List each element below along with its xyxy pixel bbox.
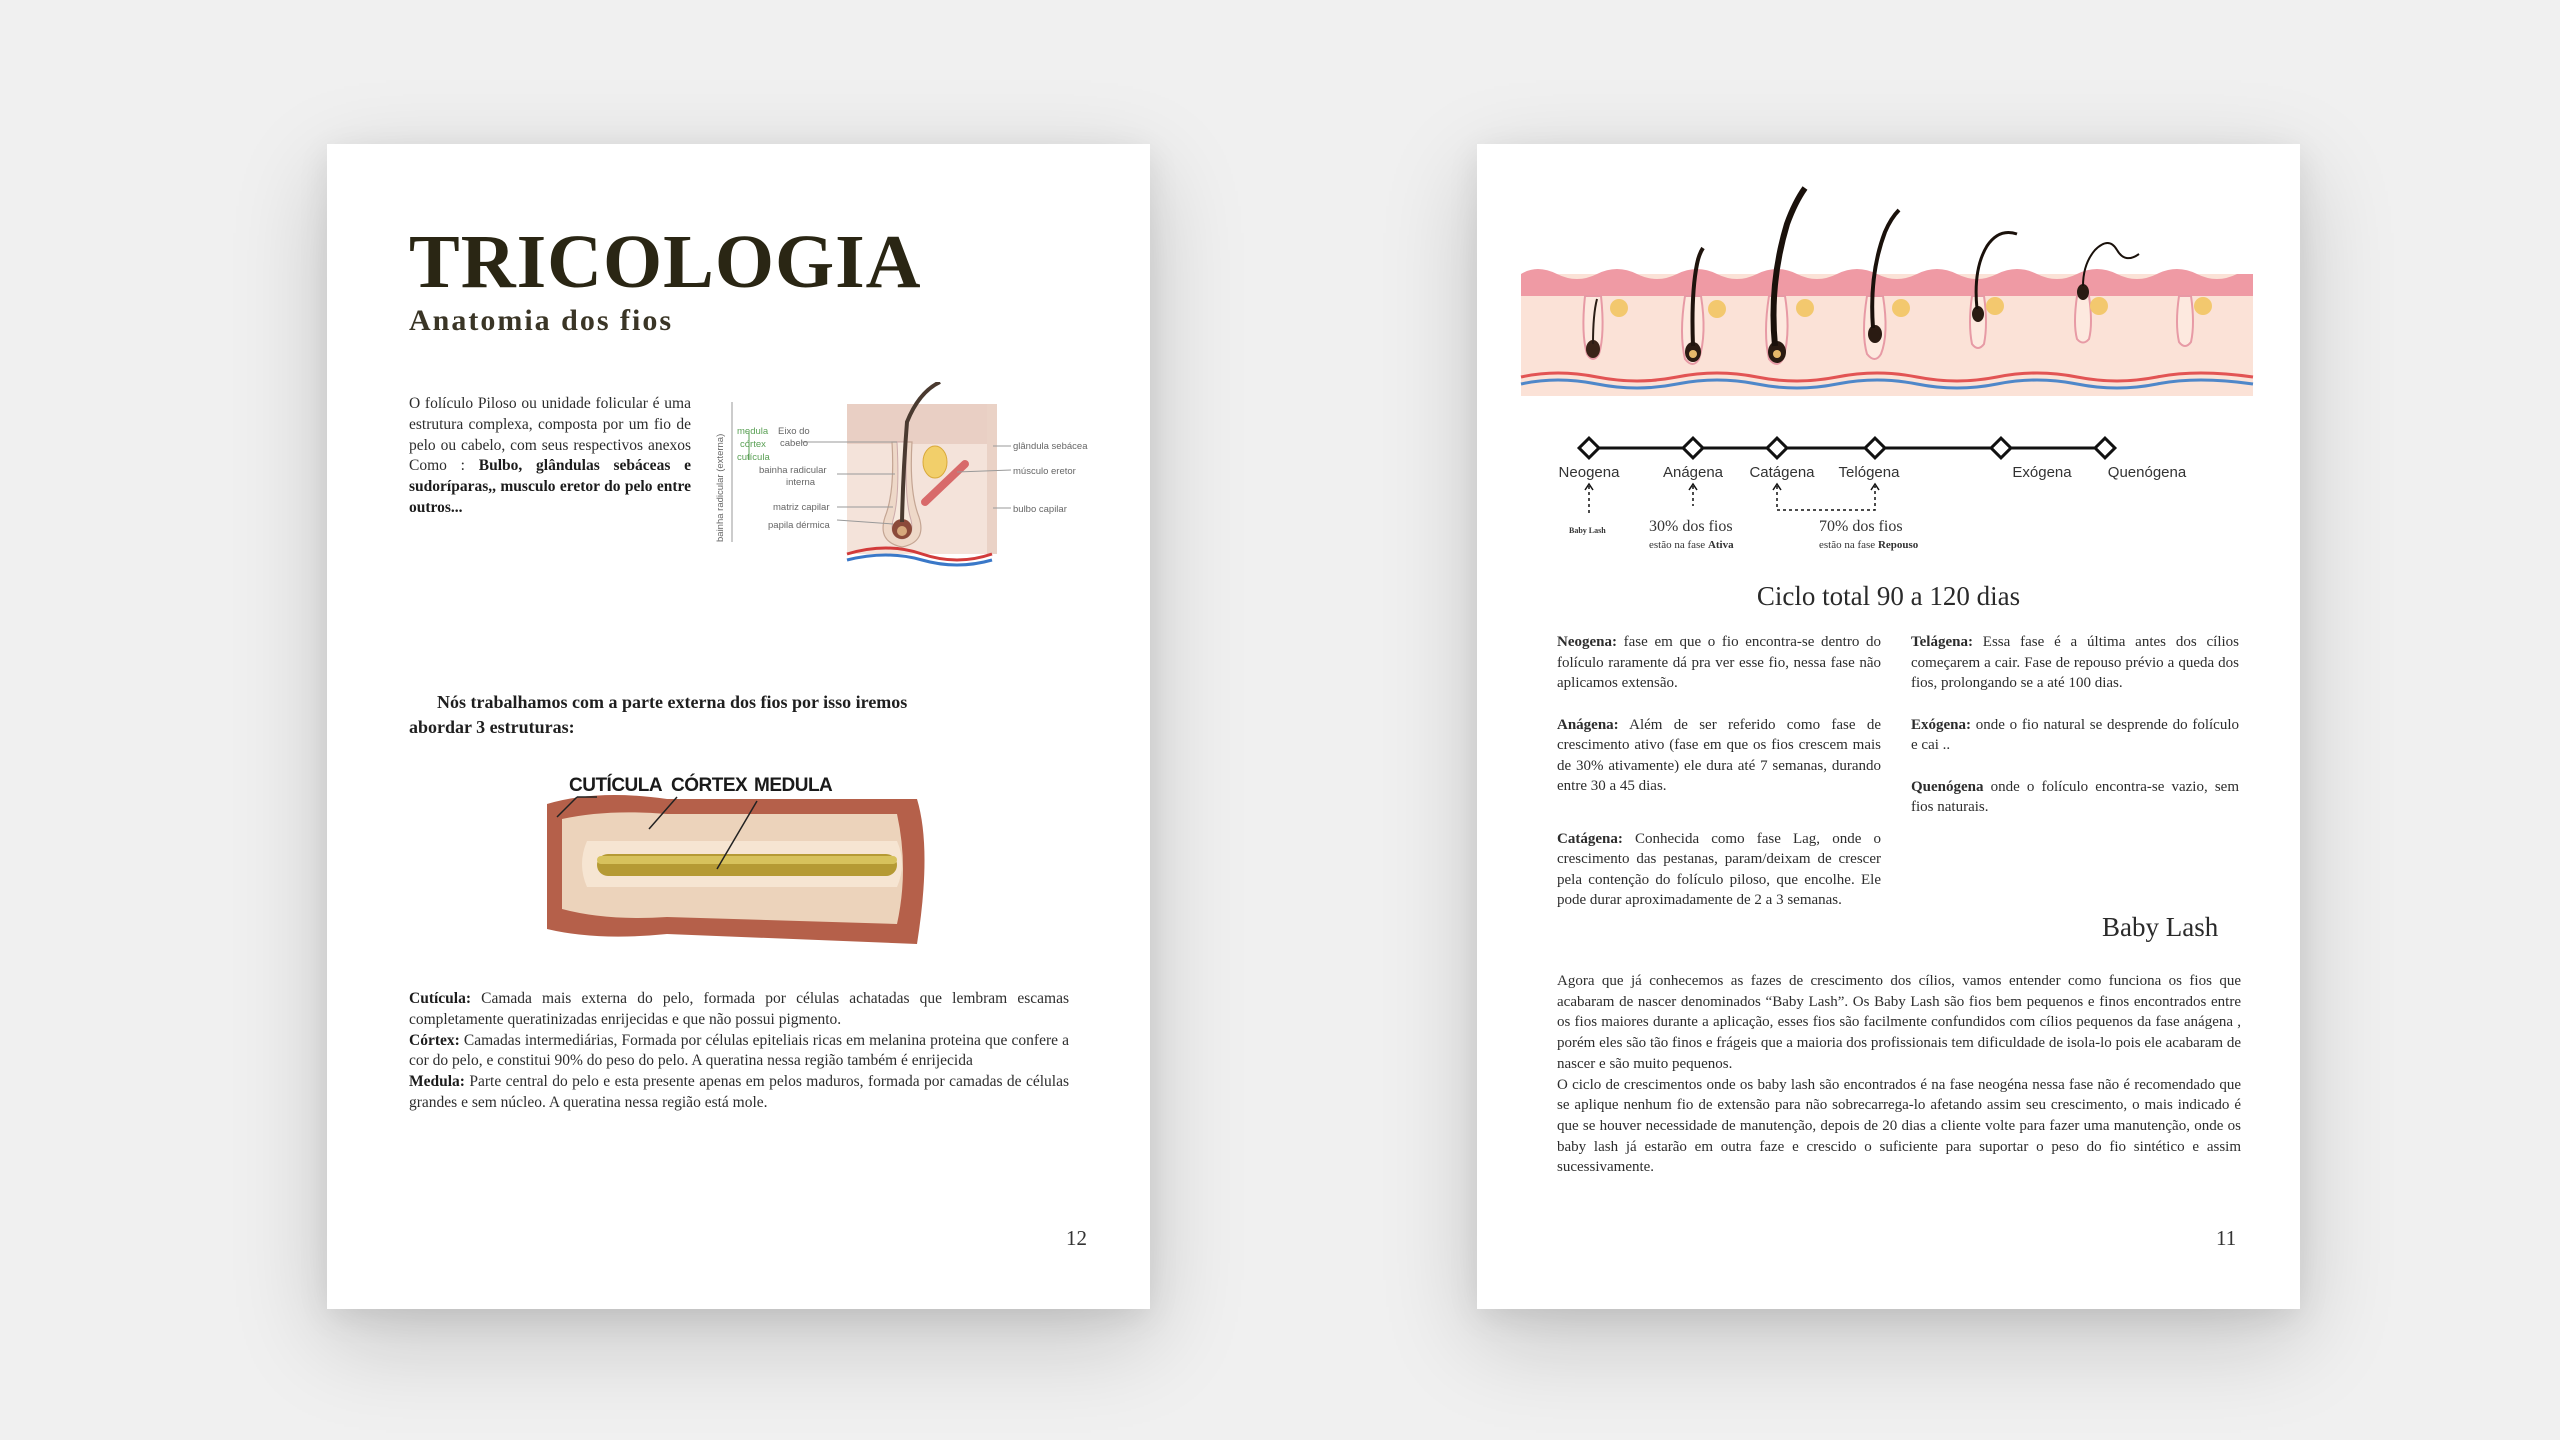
baby-lash-paragraph-1: Agora que já conhecemos as fazes de crescimento dos cílios, vamos entender como funciona os fios que acabaram de nascer denominados “Baby Lash”. Os Baby Lash são fios bem pequenos e finos encontrados entre os fios maiores durante a aplicação, esses fios são facilmente confundidos com cílios pequenos da fase anágena , porém eles são tão finos e frágeis que a maioria dos profissionais tem dificuldade de isola-lo pois ele acabaram de nascer e são muito pequenos. [1557, 973, 2241, 1072]
phase-anagena: Anágena [1662, 464, 1724, 481]
label-glandula: glândula sebácea [1013, 441, 1088, 452]
definition-medula: Medula: Parte central do pelo e esta presente apenas em pelos maduros, formada por camadas de células grandes e sem núcleo. A queratina nessa região está mole. [409, 1073, 1069, 1111]
baby-lash-title: Baby Lash [2102, 912, 2219, 942]
page-title: TRICOLOGIA [409, 220, 922, 304]
phase-exogena: Exógena [2012, 464, 2072, 481]
definitions-block [409, 989, 1069, 1114]
desc-telogena: Telágena: Essa fase é a última antes dos cílios começarem a cair. Fase de repouso prévio a queda dos fios, prolongando se a até 100 dias. [1911, 634, 2239, 691]
rest-sub: estão na fase Repouso [1819, 539, 1919, 551]
intro-text: O folículo Piloso ou unidade folicular é uma estrutura complexa, composta por um fio de pelo ou cabelo, com seus respectivos anexos Como : [409, 395, 691, 475]
definition-cuticula: Cutícula: Camada mais externa do pelo, formada por células achatadas que lembram escamas completamente queratinizadas enrijecidas e que não possui pigmento. [409, 990, 1069, 1028]
page-subtitle: Anatomia dos fios [409, 304, 674, 337]
label-bainha-interna-2: interna [786, 477, 816, 488]
desc-anagena: Anágena: Além de ser referido como fase de crescimento ativo (fase em que os fios crescem mais de 30% ativamente) ele dura até 7 semanas, durando entre 30 a 45 dias. [1557, 716, 1881, 794]
active-sub: estão na fase Ativa [1649, 539, 1734, 551]
page-right [1477, 144, 2300, 1309]
phase-telogena: Telógena [1838, 464, 1900, 481]
cycle-title: Ciclo total 90 a 120 dias [1756, 581, 2021, 611]
desc-exogena: Exógena: onde o fio natural se desprende do folículo e cai .. [1911, 716, 2239, 753]
label-eixo-2: cabelo [780, 438, 808, 449]
label-bainha-interna-1: bainha radicular [759, 465, 827, 476]
page-number: 12 [1066, 1226, 1087, 1250]
intro-bold-text: Bulbo, glândulas sebáceas e sudoríparas,, musculo eretor do pelo entre outros... [409, 457, 691, 516]
phase-descriptions-left [1557, 632, 1881, 911]
label-structure-cortex: CÓRTEX [671, 775, 748, 796]
label-structure-cuticula: CUTÍCULA [569, 775, 663, 796]
baby-lash-text [1557, 971, 2241, 1178]
desc-catagena: Catágena: Conhecida como fase Lag, onde o crescimento das pestanas, param/deixam de crescer pela contenção do folículo piloso, que encolhe. Ele pode durar aproximadamente de 2 a 3 semanas. [1557, 830, 1881, 908]
lash-cycle-diagram [1517, 184, 2257, 564]
label-bulbo: bulbo capilar [1013, 504, 1067, 515]
label-papila: papila dérmica [768, 520, 830, 531]
hair-structure-diagram [537, 759, 937, 959]
desc-quenogena: Quenógena onde o folículo encontra-se vazio, sem fios naturais. [1911, 778, 2239, 815]
rest-pct: 70% dos fios [1819, 518, 1903, 535]
baby-lash-tag: Baby Lash [1569, 526, 1606, 535]
label-cortex: córtex [740, 439, 766, 450]
structures-heading: Nós trabalhamos com a parte externa dos fios por isso iremos abordar 3 estruturas: [409, 692, 908, 737]
definition-cortex: Córtex: Camadas intermediárias, Formada por células epiteliais ricas em melanina proteina que confere a cor do pelo, e constitui 90% do peso do pelo. A queratina nessa região também é enrijecida [409, 1031, 1069, 1070]
label-bainha-externa: bainha radicular (externa) [715, 433, 726, 542]
intro-paragraph [409, 394, 691, 519]
phase-quenogena: Quenógena [2107, 464, 2187, 481]
page-left [327, 144, 1150, 1309]
page-number: 11 [2216, 1226, 2237, 1250]
baby-lash-paragraph-2: O ciclo de crescimentos onde os baby lash são encontrados é na fase neogéna nessa fase não é recomendado que se aplique nenhum fio de extensão para não sobrecarrega-lo afetando assim seu crescimento, o mais indicado é que se houver necessidade de manutenção, depois de 20 dias a cliente volte para fazer uma manutenção, onde os baby lash já estarão em outra faze e crescido o suficiente para suportar o peso do fio sintético e assim sucessivamente. [1557, 1076, 2241, 1176]
label-cuticula: cutícula [737, 452, 770, 463]
epidermis-layer [847, 404, 992, 444]
label-medula: medula [737, 426, 769, 437]
label-musculo: músculo eretor [1013, 466, 1076, 477]
phase-catagena: Catágena [1749, 464, 1815, 481]
dermal-papilla [897, 526, 907, 536]
phase-descriptions-right [1911, 632, 2239, 818]
bracket-rest [1777, 486, 1875, 510]
sebaceous-gland [923, 446, 947, 478]
phase-neogena: Neogena [1558, 464, 1620, 481]
label-structure-medula: MEDULA [754, 775, 833, 796]
desc-neogena: Neogena: fase em que o fio encontra-se dentro do folículo raramente dá pra ver esse fio, nessa fase não aplicamos extensão. [1557, 634, 1881, 691]
label-matriz: matriz capilar [773, 502, 830, 513]
active-pct: 30% dos fios [1649, 518, 1733, 535]
epidermis-band [1521, 269, 2253, 296]
label-eixo-1: Eixo do [778, 426, 810, 437]
